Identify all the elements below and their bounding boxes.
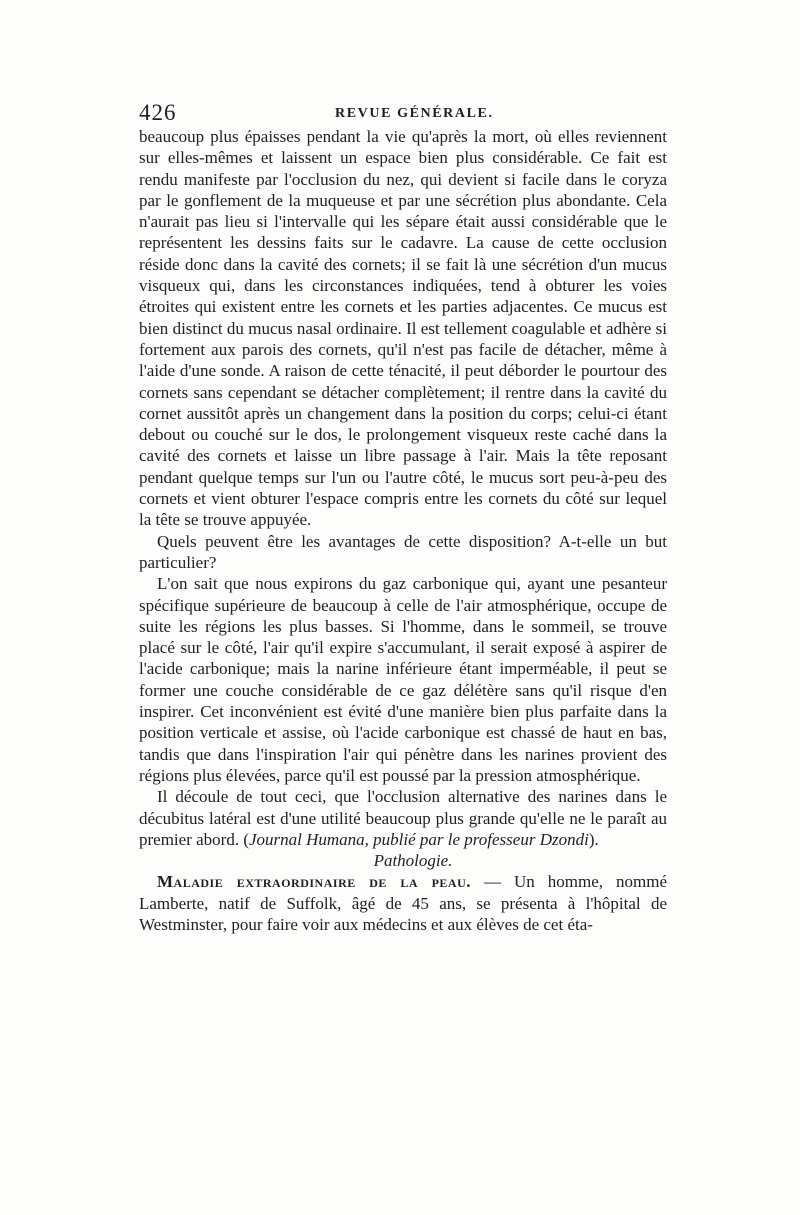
citation-end: ). <box>588 829 599 849</box>
article-text: — Un homme, nommé Lamberte, natif de Suffolk, âgé de 45 ans, se présenta à l'hôpital de Westminster, pour faire voir aux médecins et aux élèves de cet éta- <box>139 872 667 934</box>
citation: Journal Humana, publié par le professeur Dzondi <box>248 829 589 849</box>
page-number: 426 <box>139 100 177 125</box>
body-text <box>139 126 667 935</box>
running-head: REVUE GÉNÉRALE. <box>335 106 494 121</box>
article-title: Maladie extraordinaire de la peau. <box>157 872 471 892</box>
page-header <box>139 100 667 126</box>
section-heading: Pathologie. <box>373 851 453 871</box>
paragraph-carbonic-gas: L'on sait que nous expirons du gaz carbonique qui, ayant une pesanteur spécifique supérieure de beaucoup à celle de l'air atmosphérique, occupe de suite les régions les plus basses. Si l'homme, dans le sommeil, se trouve placé sur le côté, l'air qu'il expire s'accumulant, il serait exposé à aspirer de l'acide carbonique; mais la narine inférieure étant imperméable, il peut se former une couche considérable de ce gaz délétère sans qu'il risque d'en inspirer. Cet inconvénient est évité d'une manière bien plus parfaite dans la position verticale et assise, où l'acide carbonique est chassé de haut en bas, tandis que dans l'inspiration l'air qui pénètre dans les narines provient des régions plus élevées, parce qu'il est poussé par la pression atmosphérique. <box>139 574 667 785</box>
paragraph-question: Quels peuvent être les avantages de cette disposition? A-t-elle un but particulier? <box>139 531 667 572</box>
paragraph-mucus: beaucoup plus épaisses pendant la vie qu'après la mort, où elles reviennent sur elles-mêmes et laissent un espace bien plus considérable. Ce fait est rendu manifeste par l'occlusion du nez, qui devient si facile dans le coryza par le gonflement de la muqueuse et par une sécrétion plus abondante. Cela n'aurait pas lieu si l'intervalle qui les sépare était aussi considérable que le représentent les dessins faits sur le cadavre. La cause de cette occlusion réside donc dans la cavité des cornets; il se fait là une sécrétion d'un mucus visqueux qui, dans les circonstances indiquées, tend à obturer les voies étroites qui existent entre les cornets et les parties adjacentes. Ce mucus est bien distinct du mucus nasal ordinaire. Il est tellement coagulable et adhère si fortement aux parois des cornets, qu'il n'est pas facile de détacher, même à l'aide d'une sonde. A raison de cette ténacité, il peut déborder le pourtour des cornets sans cependant se détacher complètement; il rentre dans la cavité du cornet aussitôt après un changement dans la position du corps; celui-ci étant debout ou couché sur le dos, le prolongement visqueux reste caché dans la cavité des cornets et laisse un libre passage à l'air. Mais la tête reposant pendant quelque temps sur l'un ou l'autre côté, le mucus sort peu-à-peu des cornets et vient obturer l'espace compris entre les cornets du côté sur lequel la tête se trouve appuyée. <box>139 127 667 530</box>
paragraph-conclusion <box>139 786 667 850</box>
conclusion-text: Il découle de tout ceci, que l'occlusion alternative des narines dans le décubitus latéral est d'une utilité beaucoup plus grande qu'elle ne le paraît au premier abord. ( <box>139 787 667 849</box>
paragraph-skin-disease <box>139 871 667 935</box>
